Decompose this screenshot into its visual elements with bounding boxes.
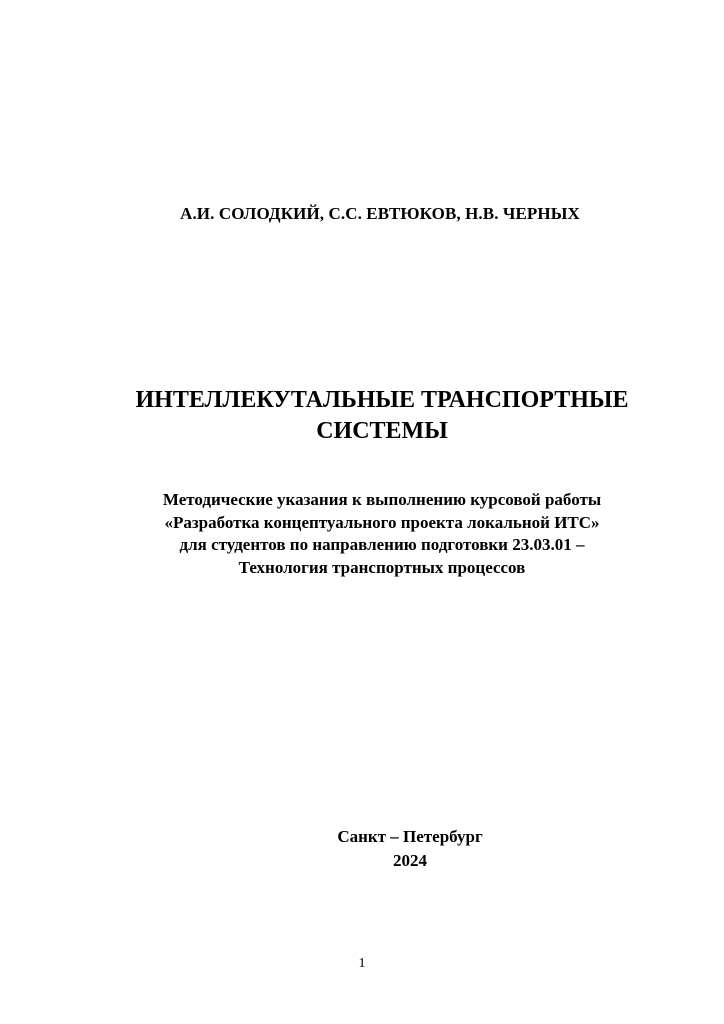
subtitle-line-3: для студентов по направлению подготовки 23.03.01 – <box>179 535 585 554</box>
subtitle-line-2: «Разработка концептуального проекта локальной ИТС» <box>164 512 600 532</box>
imprint-year: 2024 <box>393 851 427 870</box>
subtitle-line-1: Методические указания к выполнению курсовой работы <box>162 490 602 509</box>
title-line-1: ИНТЕЛЛЕКУТАЛЬНЫЕ ТРАНСПОРТНЫЕ <box>135 387 629 413</box>
imprint <box>260 825 560 873</box>
title-line-2: СИСТЕМЫ <box>316 418 448 444</box>
document-title <box>60 385 704 447</box>
page-number: 1 <box>358 956 366 971</box>
imprint-city: Санкт – Петербург <box>337 827 483 846</box>
document-subtitle <box>60 489 704 579</box>
authors-line: А.И. СОЛОДКИЙ, С.С. ЕВТЮКОВ, Н.В. ЧЕРНЫХ <box>180 204 580 223</box>
subtitle-line-4: Технология транспортных процессов <box>238 557 526 577</box>
